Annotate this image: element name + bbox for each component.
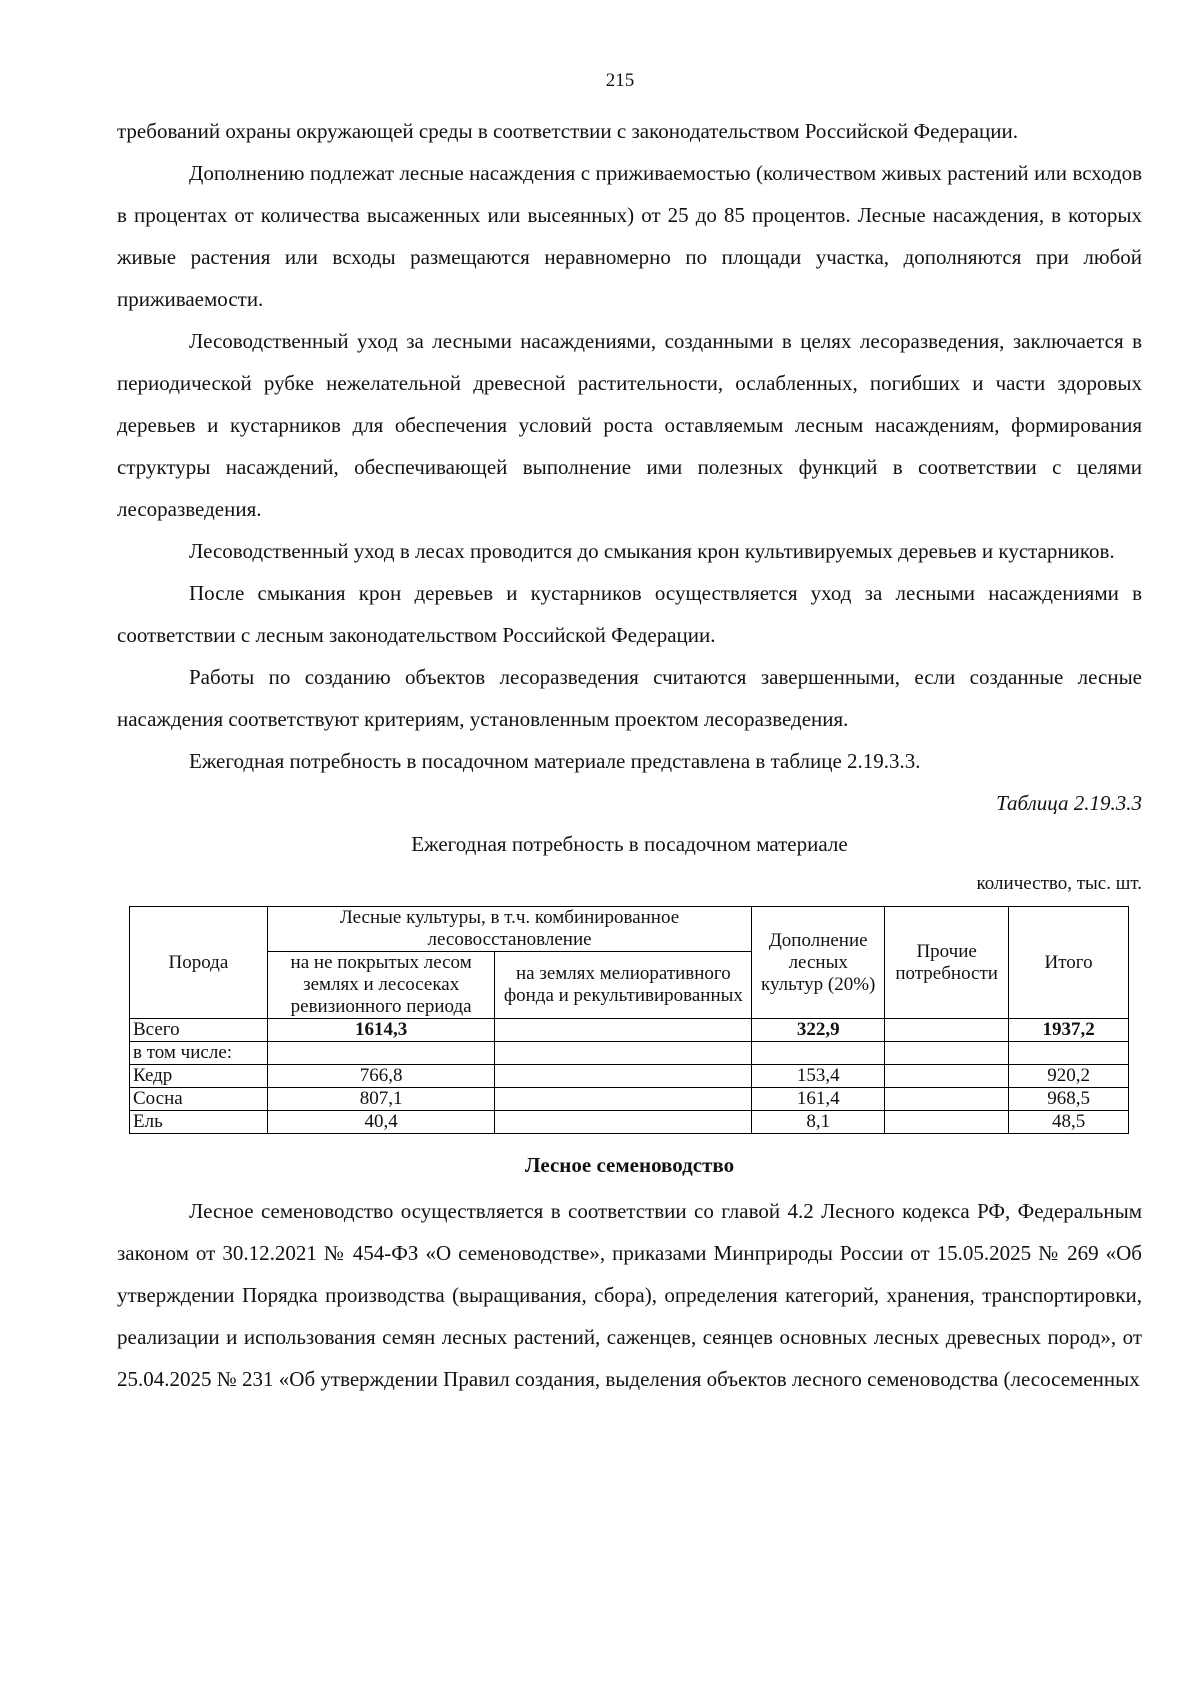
- table-row: [130, 1088, 1129, 1111]
- table-row: [130, 1111, 1129, 1134]
- section-title: Лесное семеноводство: [524, 1153, 735, 1177]
- cell-uncovered: 40,4: [267, 1111, 495, 1134]
- cell-other: [885, 1065, 1009, 1088]
- table-row: [130, 1042, 1129, 1065]
- paragraph: После смыкания крон деревьев и кустарников осуществляется уход за лесными насаждениями в соответствии с лесным законодательством Российской Федерации.: [117, 581, 1142, 647]
- cell-other: [885, 1111, 1009, 1134]
- header-total: Итого: [1009, 907, 1129, 1019]
- cell-other: [885, 1042, 1009, 1065]
- cell-uncovered: 766,8: [267, 1065, 495, 1088]
- paragraph: Лесоводственный уход за лесными насаждениями, созданными в целях лесоразведения, заключается в периодической рубке нежелательной древесной растительности, ослабленных, погибших и части здоровых деревьев и кустарников для обеспечения условий роста оставляемым лесным насаждениям, формирования структуры насаждений, обеспечивающей выполнение ими полезных функций в соответствии с целями лесоразведения.: [117, 329, 1142, 521]
- cell-uncovered: 807,1: [267, 1088, 495, 1111]
- header-reclaimed: на землях мелиоративного фонда и рекультивированных: [495, 952, 752, 1019]
- document-body: [117, 110, 1142, 1400]
- cell-breed: Кедр: [130, 1065, 268, 1088]
- cell-other: [885, 1019, 1009, 1042]
- cell-breed: Сосна: [130, 1088, 268, 1111]
- cell-total: [1009, 1042, 1129, 1065]
- cell-breed: Всего: [130, 1019, 268, 1042]
- header-breed: Порода: [130, 907, 268, 1019]
- cell-reclaimed: [495, 1042, 752, 1065]
- cell-other: [885, 1088, 1009, 1111]
- cell-total: 48,5: [1009, 1111, 1129, 1134]
- cell-breed: Ель: [130, 1111, 268, 1134]
- header-forest-cultures: Лесные культуры, в т.ч. комбинированное лесовосстановление: [267, 907, 751, 952]
- cell-supplement: 153,4: [752, 1065, 885, 1088]
- cell-supplement: 8,1: [752, 1111, 885, 1134]
- paragraph: Лесоводственный уход в лесах проводится до смыкания крон культивируемых деревьев и кустарников.: [189, 539, 1115, 563]
- cell-reclaimed: [495, 1111, 752, 1134]
- table-header-row: [130, 907, 1129, 952]
- table-units: количество, тыс. шт.: [976, 873, 1142, 894]
- cell-reclaimed: [495, 1088, 752, 1111]
- paragraph: Ежегодная потребность в посадочном материале представлена в таблице 2.19.3.3.: [189, 749, 921, 773]
- cell-reclaimed: [495, 1065, 752, 1088]
- header-uncovered: на не покрытых лесом землях и лесосеках ревизионного периода: [267, 952, 495, 1019]
- header-other: Прочие потребности: [885, 907, 1009, 1019]
- cell-supplement: 322,9: [752, 1019, 885, 1042]
- page-number: 215: [605, 70, 635, 91]
- cell-supplement: [752, 1042, 885, 1065]
- header-supplement: Дополнение лесных культур (20%): [752, 907, 885, 1019]
- cell-uncovered: [267, 1042, 495, 1065]
- cell-total: 968,5: [1009, 1088, 1129, 1111]
- paragraph: Лесное семеноводство осуществляется в соответствии со главой 4.2 Лесного кодекса РФ, Федеральным законом от 30.12.2021 № 454-ФЗ «О семеноводстве», приказами Минприроды России от 15.05.2025 № 269 «Об утверждении Порядка производства (выращивания, сбора), определения категорий, хранения, транспортировки, реализации и использования семян лесных растений, саженцев, сеянцев основных лесных древесных пород», от 25.04.2025 № 231 «Об утверждении Правил создания, выделения объектов лесного семеноводства (лесосеменных: [117, 1199, 1142, 1391]
- cell-uncovered: 1614,3: [267, 1019, 495, 1042]
- planting-material-table: [129, 906, 1129, 1134]
- cell-breed: в том числе:: [130, 1042, 268, 1065]
- cell-supplement: 161,4: [752, 1088, 885, 1111]
- paragraph: требований охраны окружающей среды в соответствии с законодательством Российской Федерации.: [117, 119, 1018, 143]
- table-row: [130, 1065, 1129, 1088]
- cell-total: 1937,2: [1009, 1019, 1129, 1042]
- table-row: [130, 1019, 1129, 1042]
- paragraph: Работы по созданию объектов лесоразведения считаются завершенными, если созданные лесные насаждения соответствуют критериям, установленным проектом лесоразведения.: [117, 665, 1142, 731]
- table-title: Ежегодная потребность в посадочном материале: [411, 832, 848, 856]
- paragraph: Дополнению подлежат лесные насаждения с приживаемостью (количеством живых растений или всходов в процентах от количества высаженных или высеянных) от 25 до 85 процентов. Лесные насаждения, в которых живые растения или всходы размещаются неравномерно по площади участка, дополняются при любой приживаемости.: [117, 161, 1142, 311]
- table-label: Таблица 2.19.3.3: [996, 791, 1142, 815]
- cell-reclaimed: [495, 1019, 752, 1042]
- cell-total: 920,2: [1009, 1065, 1129, 1088]
